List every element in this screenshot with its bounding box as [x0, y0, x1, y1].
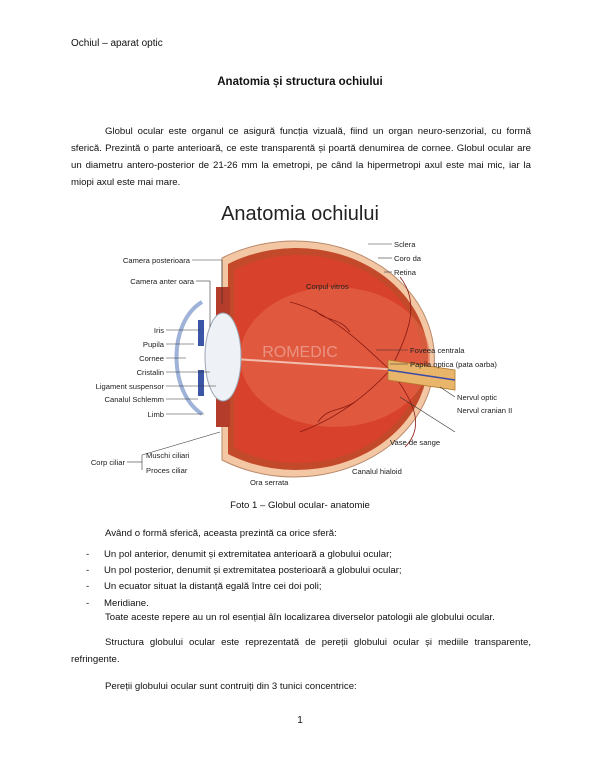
list-item: - Un ecuator situat la distanță egală între cei doi poli; [86, 579, 526, 595]
label-ligament-suspensor: Ligament suspensor [95, 382, 164, 391]
lens [205, 313, 241, 401]
sphere-features-list [86, 547, 526, 612]
label-papila-optica: Papila optica (pata oarba) [410, 360, 497, 369]
page-title: Anatomia și structura ochiului [217, 76, 383, 88]
label-camera-posterioara: Camera posterioara [122, 256, 190, 265]
label-canalul-schlemm: Canalul Schlemm [104, 395, 164, 404]
page-number: 1 [297, 715, 303, 726]
label-proces-ciliar: Proces ciliar [146, 466, 188, 475]
label-pupila: Pupila [142, 340, 164, 349]
landmarks-note: Toate aceste repere au un rol esențial âîn localizarea diverselor patologii ale globului ocular. [105, 612, 495, 623]
watermark: ROMEDIC [262, 344, 338, 361]
list-item: - Meridiane. [86, 596, 526, 612]
paragraph-intro: Globul ocular este organul ce asigură funcția vizuală, fiind un organ neuro-senzorial, cu formă sferică. Prezintă o parte anterioară, ce este transparentă și poartă denumirea de cornee. Globul ocular are un diametru antero-posterior de 21-26 mm la emetropi, pe când la hipermetropi axul este mai mic, iar la miopi axul este mai mare. [71, 126, 531, 188]
label-coroida: Coro da [394, 254, 422, 263]
label-nervul-cranian: Nervul cranian II [457, 406, 513, 415]
label-corpul-vitros: Corpul vitros [306, 282, 349, 291]
label-camera-anterioara: Camera anter oara [130, 277, 194, 286]
list-item: - Un pol anterior, denumit și extremitatea anterioară a globului ocular; [86, 547, 526, 563]
iris-upper [198, 320, 204, 346]
list-intro: Având o formă sferică, aceasta prezintă ca orice sferă: [105, 528, 337, 539]
eye-anatomy-figure [70, 192, 530, 492]
eye-diagram [70, 192, 530, 492]
label-ora-serrata: Ora serrata [250, 478, 289, 487]
label-foveea-centrala: Foveea centrala [410, 346, 465, 355]
paragraph-structure: Structura globului ocular este reprezentată de pereții globului ocular și mediile transparente, refringente. [71, 637, 531, 665]
label-iris: Iris [153, 326, 164, 335]
label-cristalin: Cristalin [136, 368, 164, 377]
label-sclera: Sclera [394, 240, 416, 249]
label-retina: Retina [394, 268, 416, 277]
label-muschi-ciliari: Muschi ciliari [146, 451, 190, 460]
paragraph-walls: Pereții globului ocular sunt contruiți din 3 tunici concentrice: [105, 681, 357, 692]
running-header: Ochiul – aparat optic [71, 38, 163, 49]
label-cornee: Cornee [139, 354, 164, 363]
label-nervul-optic: Nervul optic [457, 393, 498, 402]
figure-caption: Foto 1 – Globul ocular- anatomie [230, 500, 370, 511]
figure-heading: Anatomia ochiului [221, 203, 379, 225]
list-item: - Un pol posterior, denumit și extremitatea posterioară a globului ocular; [86, 563, 526, 579]
label-canalul-hialoid: Canalul hialoid [352, 467, 402, 476]
label-limb: Limb [147, 410, 164, 419]
label-corp-ciliar: Corp ciliar [90, 458, 125, 467]
iris-lower [198, 370, 204, 396]
label-vase-de-sange: Vase de sange [390, 438, 441, 447]
